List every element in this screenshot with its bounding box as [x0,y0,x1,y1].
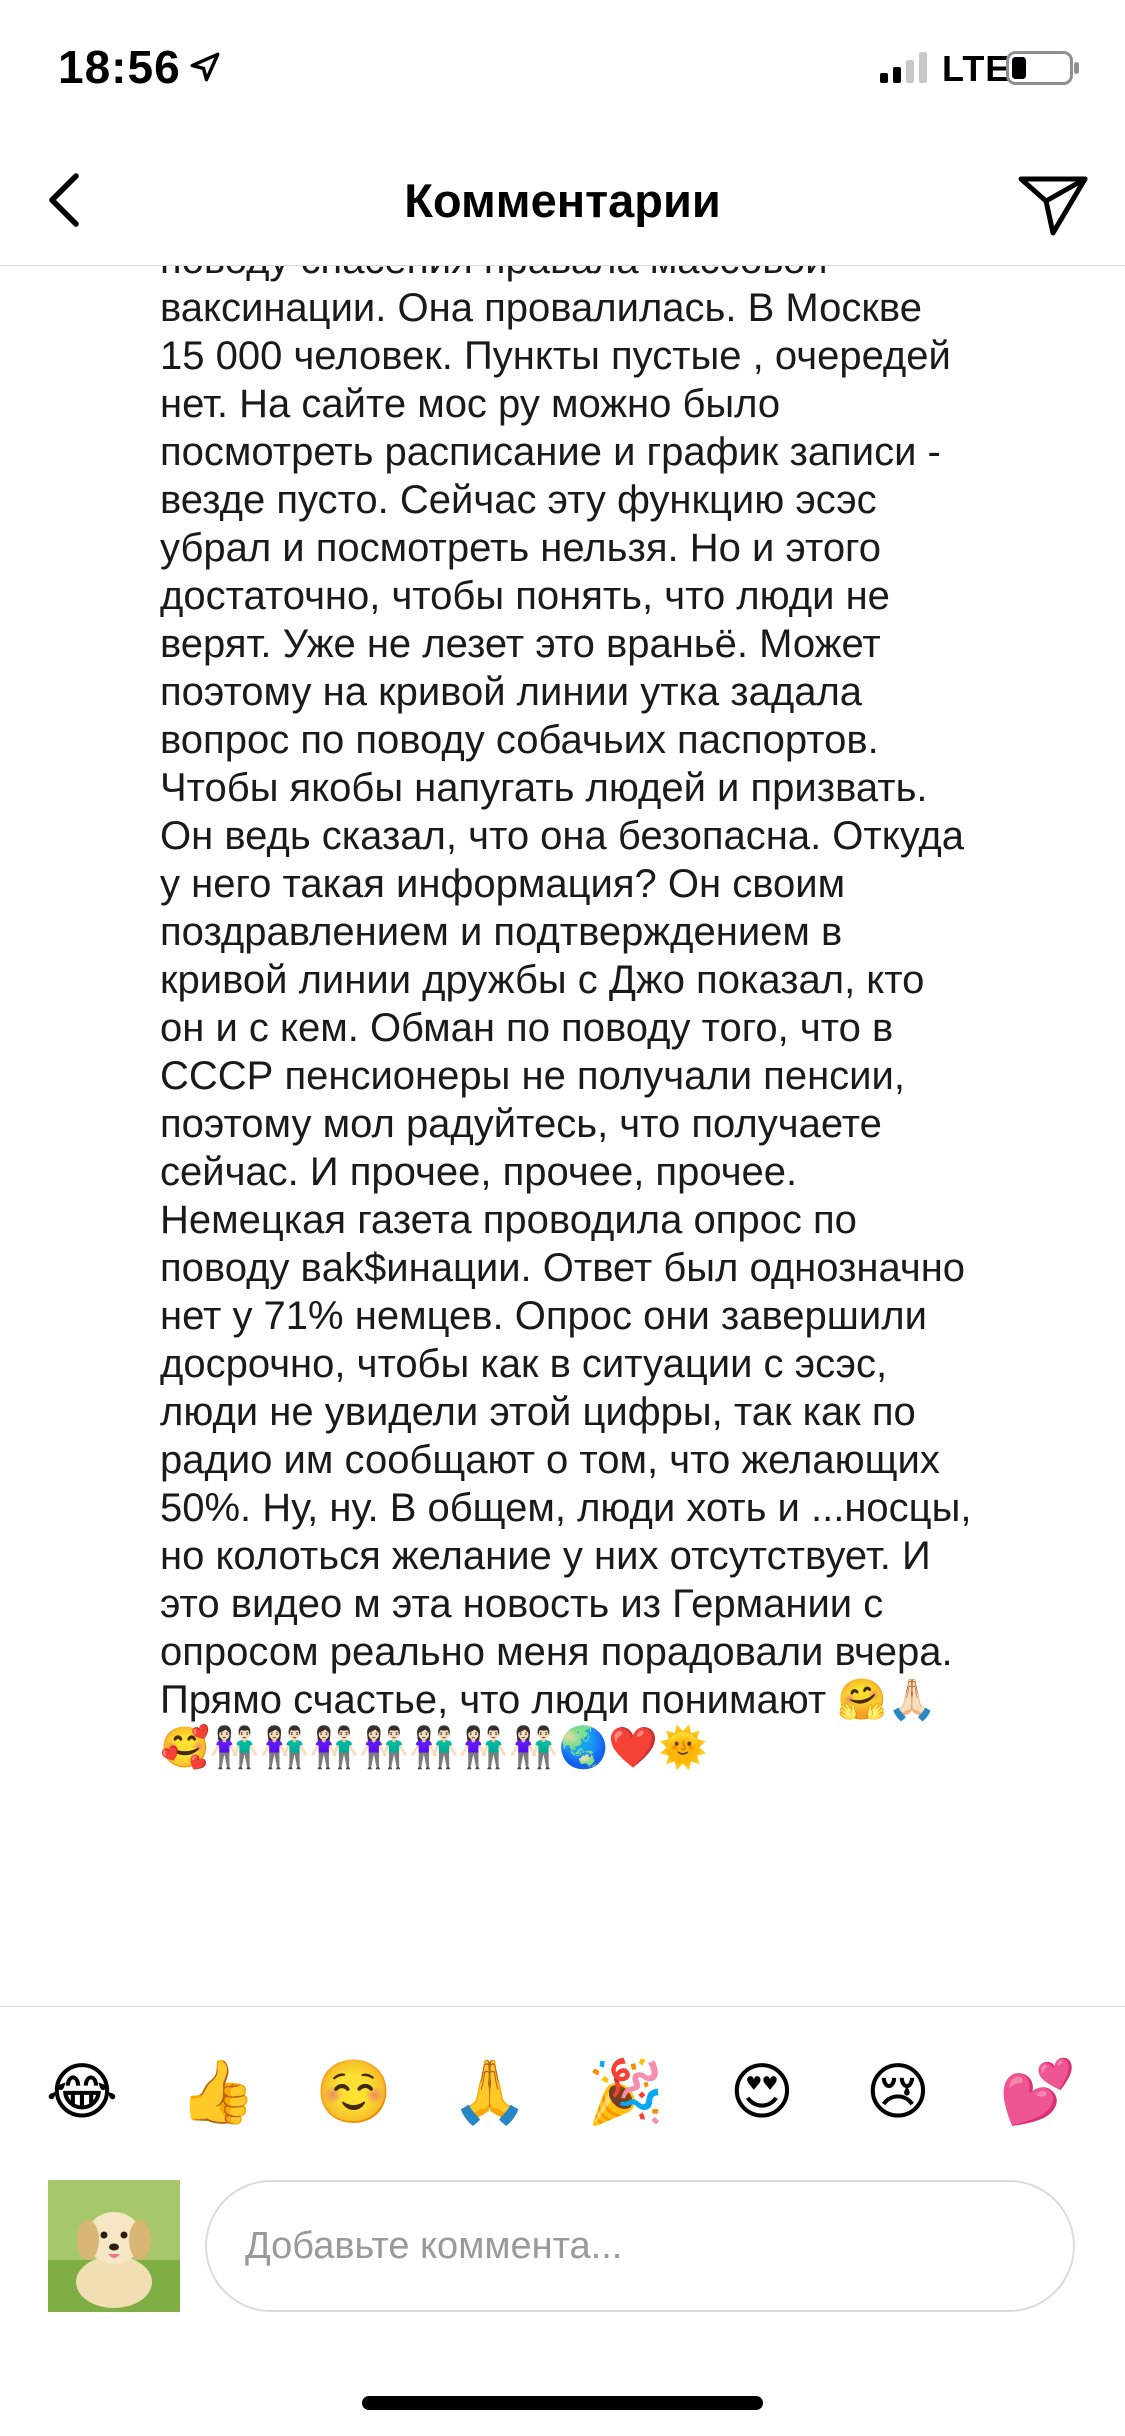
home-indicator[interactable] [362,2396,763,2410]
status-time: 18:56 [58,41,181,93]
network-label: LTE [942,48,1011,89]
location-arrow-icon [188,50,222,84]
page-title: Комментарии [404,174,721,227]
emoji-two-hearts-button[interactable]: 💕 [999,2058,1077,2127]
paper-plane-icon [1009,157,1097,245]
header [0,135,1125,266]
signal-icon [880,51,932,83]
share-button[interactable] [1009,157,1097,245]
comment-input[interactable] [205,2180,1075,2312]
user-avatar[interactable] [48,2180,180,2312]
emoji-thumbs-up-button[interactable]: 👍 [179,2058,257,2127]
emoji-crying-button[interactable]: 😢 [865,2058,931,2127]
emoji-bar [0,2006,1125,2167]
comment-composer [0,2166,1125,2326]
comment-area[interactable] [0,266,1125,2006]
emoji-praying-hands-button[interactable]: 🙏 [451,2058,529,2127]
status-bar [0,0,1125,135]
emoji-laughing-button[interactable]: 😂 [45,2058,119,2127]
emoji-party-popper-button[interactable]: 🎉 [587,2058,665,2127]
emoji-heart-eyes-button[interactable]: 😍 [729,2058,795,2127]
emoji-smiling-button[interactable]: ☺️ [315,2058,393,2127]
battery-icon [1006,51,1080,85]
puppy-avatar-icon [48,2180,180,2312]
comment-text: ваксинации. Она провалилась. В Москве 15 000 человек. Пункты пустые , очередей нет. На сайте мос ру можно было посмотреть расписание и график записи - везде пусто. Сейчас эту функцию эсэс убрал и посмотреть нельзя. Но и этого достаточно, чтобы понять, что люди не верят. Уже не лезет это враньё. Может поэтому на кривой линии утка задала вопрос по поводу собачьих паспортов. Чтобы якобы напугать людей и призвать. Он ведь сказал, что она безопасна. Откуда у него такая информация? Он своим поздравлением и подтверждением в кривой линии дружбы с Джо показал, кто он и с кем. Обман по поводу того, что в СССР пенсионеры не получали пенсии, поэтому мол радуйтесь, что получаете сейчас. И прочее, прочее, прочее. Немецкая газета проводила опрос по поводу вak$инации. Ответ был однозначно нет у 71% немцев. Опрос они завершили досрочно, чтобы как в ситуации с эсэс, люди не увидели этой цифры, так как по радио им сообщают о том, что желающих 50%. Ну, ну. В общем, люди хоть и ...носцы, но колоться желание у них отсутствует. И это видео м эта новость из Германии с опросом реально меня порадовали вчера. Прямо счастье, что люди понимают 🤗🙏🏻🥰👫🏻👫🏻👫🏻👫🏻👫🏻👫🏻👫🏻🌏❤️🌞 [160,286,972,1770]
